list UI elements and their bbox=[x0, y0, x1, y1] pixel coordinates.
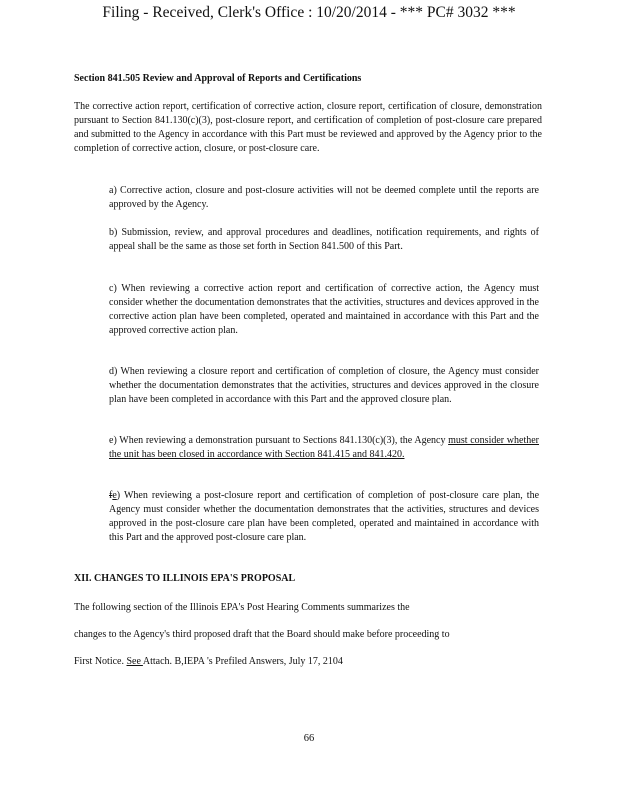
filing-stamp-header: Filing - Received, Clerk's Office : 10/20/2014 - *** PC# 3032 *** bbox=[102, 4, 516, 21]
item-b-label: b) bbox=[109, 227, 118, 238]
intro-paragraph: The corrective action report, certification of corrective action, closure report, certification of closure, demonstration pursuant to Section 841.130(c)(3), post-closure report, and certification of completion of post-closure care prepared and submitted to the Agency in accordance with this Part must be reviewed and approved by the Agency prior to the completion of corrective action, closure, or post-closure care. bbox=[74, 101, 542, 154]
item-c-label: c) bbox=[109, 283, 117, 294]
item-f-label bbox=[109, 490, 120, 501]
item-f-text: When reviewing a post-closure report and certification of completion of post-closure care plan, the Agency must consider whether the documentation demonstrates that the activities, structures and devices approved in the post-closure care plan have been completed, operated and maintained in accordance with this Part and the approved post-closure care plan. bbox=[109, 490, 540, 543]
item-e-label: e) bbox=[109, 435, 117, 446]
body-line-1: The following section of the Illinois EPA's Post Hearing Comments summarizes the bbox=[74, 602, 410, 613]
body-line-3-post: Attach. B,IEPA 's Prefiled Answers, July 17, 2104 bbox=[142, 656, 343, 667]
item-e-inserted-text: must consider whether the unit has been closed in accordance with Section 841.415 and 841.420. bbox=[109, 435, 539, 460]
item-a-label: a) bbox=[109, 185, 117, 196]
item-c bbox=[109, 282, 539, 338]
body-line-2: changes to the Agency's third proposed draft that the Board should make before proceeding to bbox=[74, 629, 450, 640]
page-number: 66 bbox=[303, 733, 315, 744]
item-b bbox=[109, 226, 539, 254]
item-d-label: d) bbox=[109, 366, 118, 377]
item-f-label-paren: ) bbox=[116, 490, 121, 501]
item-f-label-struck: f bbox=[109, 490, 113, 501]
body-line-3 bbox=[74, 656, 542, 667]
item-e bbox=[109, 434, 539, 462]
section-title: Section 841.505 Review and Approval of Reports and Certifications bbox=[74, 73, 362, 84]
section-xii-heading: XII. CHANGES TO ILLINOIS EPA'S PROPOSAL bbox=[74, 573, 296, 584]
item-a bbox=[109, 184, 539, 212]
body-line-3-pre: First Notice. bbox=[74, 656, 127, 667]
item-a-text: Corrective action, closure and post-closure activities will not be deemed complete until the reports are approved by the Agency. bbox=[109, 185, 539, 210]
item-e-text: When reviewing a demonstration pursuant to Sections 841.130(c)(3), the Agency bbox=[119, 435, 446, 446]
item-c-text: When reviewing a corrective action report and certification of corrective action, the Agency must consider whether the documentation demonstrates that the activities, structures and devices approved in the corrective action plan have been completed, operated and maintained in accordance with this Part and the approved corrective action plan. bbox=[109, 283, 539, 336]
item-d bbox=[109, 365, 539, 407]
item-f-label-inserted: e bbox=[112, 490, 117, 501]
see-reference: See bbox=[126, 656, 143, 667]
item-d-text: When reviewing a closure report and certification of completion of closure, the Agency must consider whether the documentation demonstrates that the activities, structures and devices approved in the closure plan have been completed in accordance with this Part and the approved closure plan. bbox=[109, 366, 539, 405]
item-b-text: Submission, review, and approval procedures and deadlines, notification requirements, and rights of appeal shall be the same as those set forth in Section 841.500 of this Part. bbox=[109, 227, 540, 252]
item-f bbox=[109, 489, 539, 545]
